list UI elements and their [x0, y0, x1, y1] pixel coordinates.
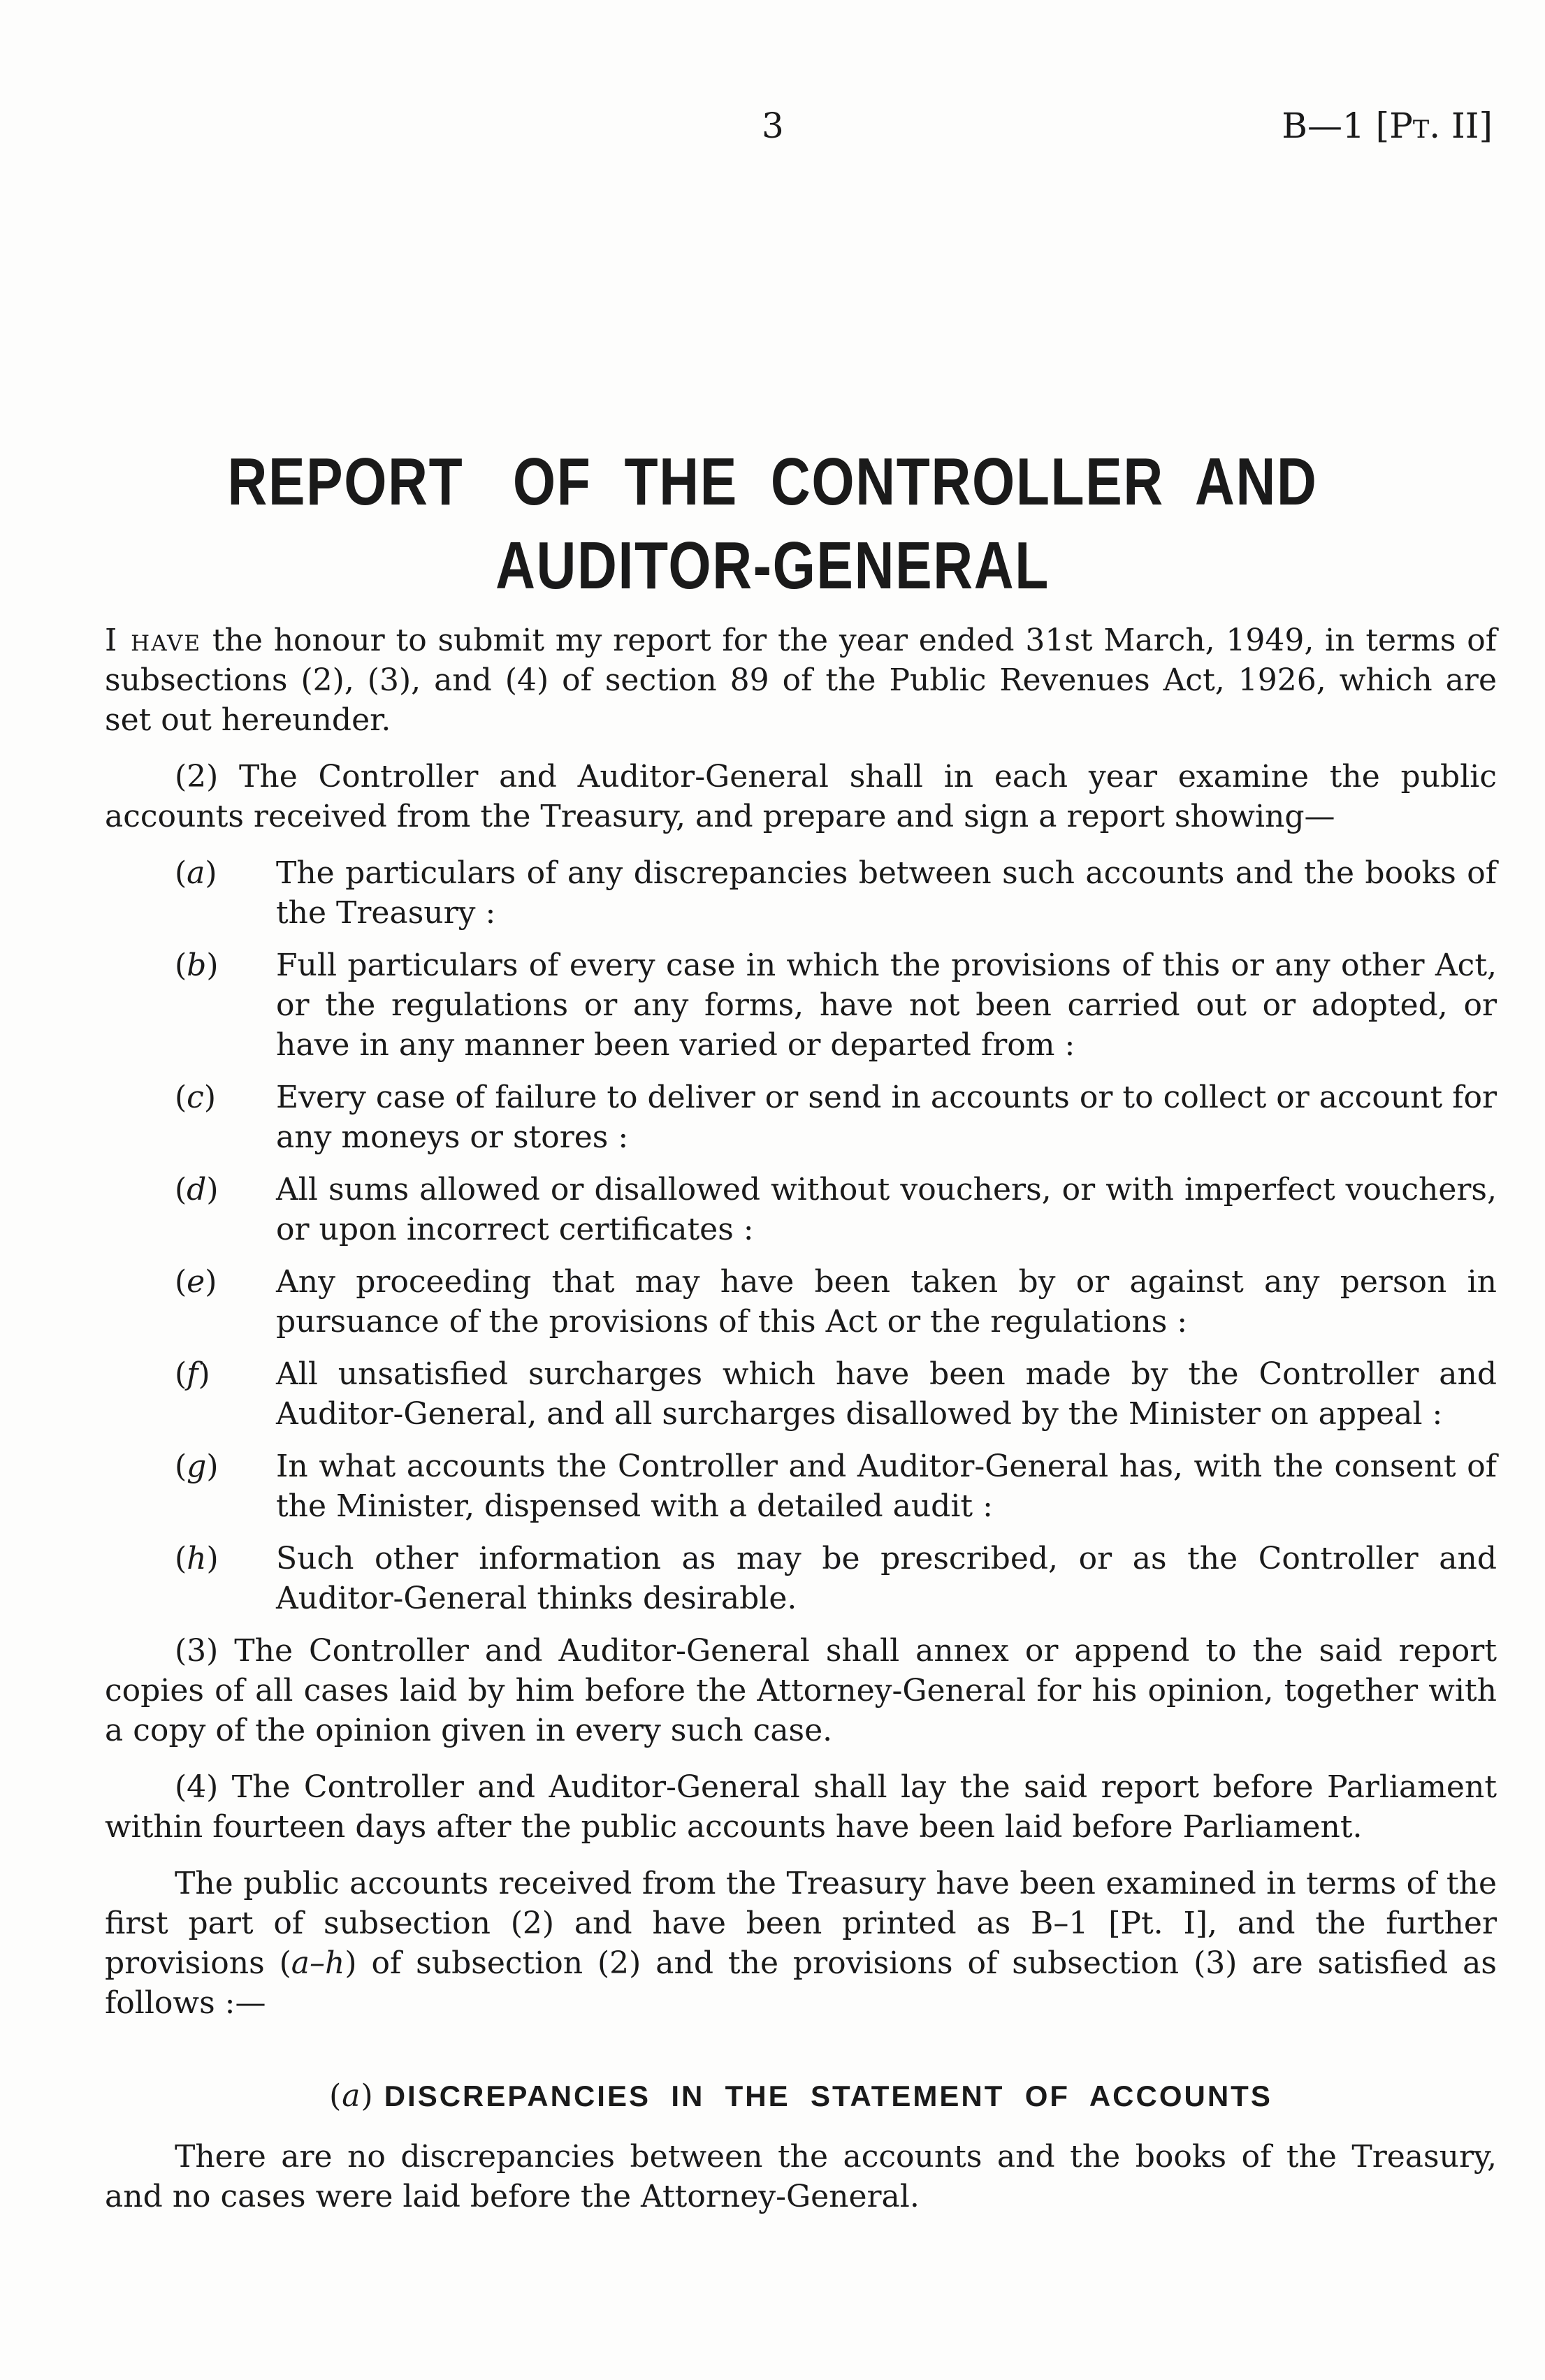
list-item-key: (a): [175, 855, 217, 891]
list-item-text: In what accounts the Controller and Auditor-General has, with the consent of the Minister, dispensed with a detailed audit :: [276, 1449, 1497, 1524]
list-item-key: (d): [175, 1172, 219, 1207]
list-item-c: [105, 1077, 1497, 1157]
list-item-e: [105, 1262, 1497, 1342]
subsection-4-paragraph: (4) The Controller and Auditor-General shall lay the said report before Parliament within fourteen days after the public accounts have been laid before Parliament.: [105, 1769, 1497, 1845]
page-number: 3: [762, 106, 785, 146]
examined-range: a–h: [291, 1945, 345, 1981]
title-line-2: AUDITOR-GENERAL: [495, 528, 1050, 603]
section-a-paragraph: There are no discrepancies between the accounts and the books of the Treasury, and no cases were laid before the Attorney-General.: [105, 2139, 1497, 2214]
list-item-h: [105, 1539, 1497, 1618]
list-item-f: [105, 1354, 1497, 1434]
report-title: [139, 440, 1406, 608]
subsection-2-list: [105, 853, 1497, 1618]
running-head-main: B—1 [P: [1282, 106, 1413, 146]
list-item-d: [105, 1170, 1497, 1249]
list-item-text: Such other information as may be prescribed, or as the Controller and Auditor-General thinks desirable.: [276, 1541, 1497, 1616]
intro-text: the honour to submit my report for the year ended 31st March, 1949, in terms of subsections (2), (3), and (4) of section 89 of the Public Revenues Act, 1926, which are set out hereunder.: [105, 623, 1497, 738]
examined-text-2: ) of subsection (2) and the provisions of subsection (3) are satisfied as follows :—: [105, 1945, 1497, 2021]
examined-paragraph: [105, 1864, 1497, 2023]
section-a-heading: [105, 2076, 1497, 2116]
section-heading-label: DISCREPANCIES IN THE STATEMENT OF ACCOUNTS: [384, 2080, 1272, 2112]
title-line-1: REPORT OF THE CONTROLLER AND: [227, 444, 1318, 519]
intro-lead: I have: [105, 623, 202, 658]
examined-text-1: The public accounts received from the Treasury have been examined in terms of the first part of subsection (2) and have been printed as B–1 [Pt. I], and the further provisions (: [105, 1866, 1497, 1981]
list-item-text: Any proceeding that may have been taken by or against any person in pursuance of the provisions of this Act or the regulations :: [276, 1264, 1497, 1340]
section-heading-key: (a): [329, 2078, 374, 2114]
list-item-text: The particulars of any discrepancies between such accounts and the books of the Treasury :: [276, 855, 1497, 931]
list-item-b: [105, 945, 1497, 1065]
running-head-small-caps: t: [1412, 106, 1430, 146]
list-item-text: Full particulars of every case in which the provisions of this or any other Act, or the regulations or any forms, have not been carried out or adopted, or have in any manner been varied or departed from :: [276, 948, 1497, 1063]
list-item-text: Every case of failure to deliver or send in accounts or to collect or account for any moneys or stores :: [276, 1080, 1497, 1155]
list-item-key: (g): [175, 1449, 219, 1484]
list-item-key: (c): [175, 1080, 216, 1115]
list-item-key: (e): [175, 1264, 217, 1300]
list-item-g: [105, 1446, 1497, 1526]
list-item-text: All unsatisfied surcharges which have been made by the Controller and Auditor-General, and all surcharges disallowed by the Minister on appeal :: [276, 1356, 1497, 1432]
list-item-a: [105, 853, 1497, 933]
running-head: [1282, 105, 1493, 147]
running-head-tail: . II]: [1429, 106, 1493, 146]
list-item-key: (h): [175, 1541, 219, 1576]
subsection-2-paragraph: (2) The Controller and Auditor-General shall in each year examine the public accounts received from the Treasury, and prepare and sign a report showing—: [105, 759, 1497, 834]
subsection-3-paragraph: (3) The Controller and Auditor-General shall annex or append to the said report copies of all cases laid by him before the Attorney-General for his opinion, together with a copy of the opinion given in every such case.: [105, 1633, 1497, 1748]
list-item-text: All sums allowed or disallowed without vouchers, or with imperfect vouchers, or upon incorrect certificates :: [276, 1172, 1497, 1247]
list-item-key: (f): [175, 1356, 210, 1392]
intro-paragraph: [105, 621, 1497, 740]
list-item-key: (b): [175, 948, 219, 983]
report-body: [105, 621, 1497, 2233]
